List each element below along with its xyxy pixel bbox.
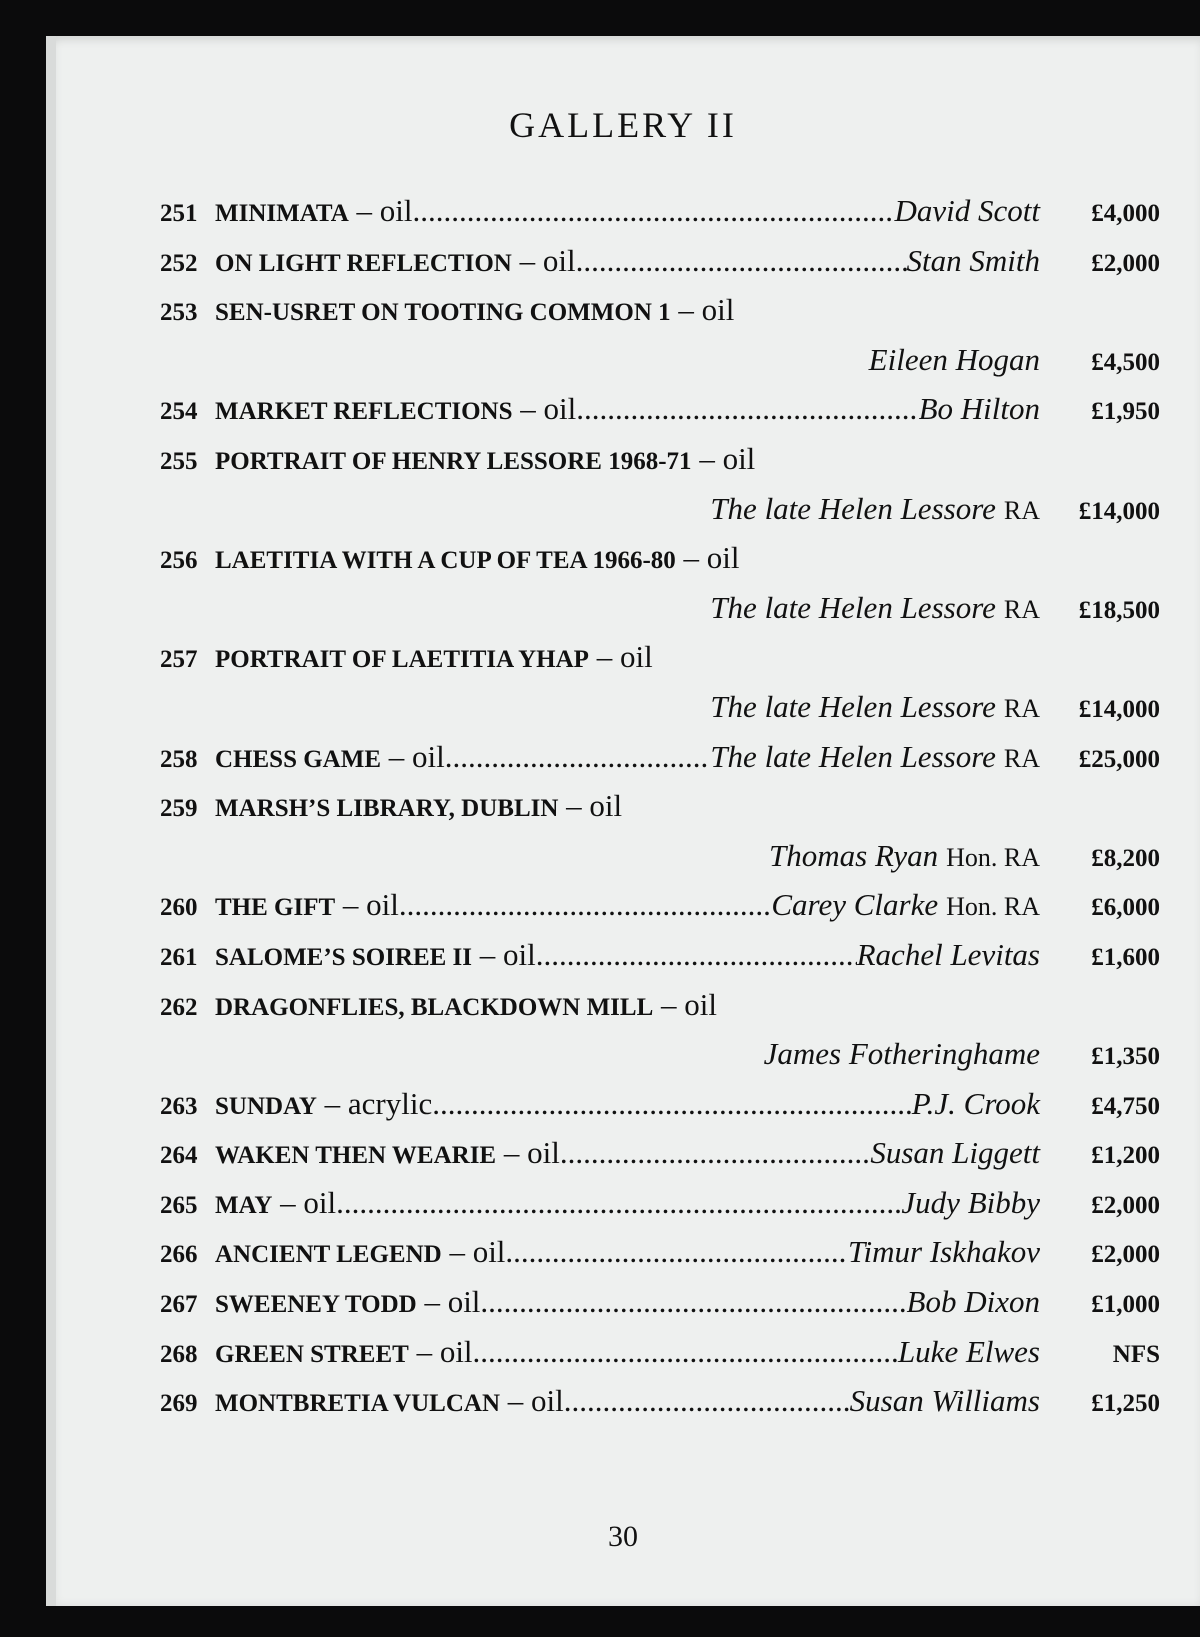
entry-medium: oil [619, 639, 653, 675]
entry-artist: Eileen Hogan [868, 341, 1040, 377]
entry-medium: oil [527, 1135, 560, 1171]
catalogue-entry [160, 1277, 1160, 1327]
entry-price: £1,000 [1091, 1291, 1160, 1319]
catalogue-entry-continuation [160, 484, 1160, 534]
page-edge [46, 36, 56, 1606]
catalogue-entry [160, 732, 1160, 782]
catalogue-entry [160, 632, 1160, 682]
entry-medium-prefix: – [512, 391, 544, 427]
entry-artist: Judy Bibby [901, 1184, 1040, 1220]
dot-leader [336, 1178, 901, 1228]
entry-artist: Susan Williams [849, 1383, 1040, 1419]
catalogue-entry [160, 1128, 1160, 1178]
entry-price: £2,000 [1091, 1241, 1160, 1269]
entry-artist: Susan Liggett [870, 1135, 1040, 1171]
entry-artist: Timur Iskhakov [847, 1234, 1040, 1270]
entry-artist: The late Helen Lessore [710, 738, 996, 774]
entry-title: SEN-USRET ON TOOTING COMMON 1 [215, 299, 671, 327]
entry-artist-honour: RA [1003, 594, 1040, 624]
catalogue-entry [160, 186, 1160, 236]
entry-number: 253 [160, 299, 198, 327]
catalogue-entry [160, 930, 1160, 980]
entry-price: £1,350 [1091, 1043, 1160, 1071]
entry-medium: oil [543, 391, 577, 427]
entry-medium: oil [503, 936, 536, 972]
catalogue-entry-continuation [160, 682, 1160, 732]
entry-medium-prefix: – [691, 440, 723, 476]
entry-number: 265 [160, 1191, 198, 1219]
entry-medium-prefix: – [653, 986, 685, 1022]
dot-leader [473, 1327, 898, 1377]
entry-number: 264 [160, 1142, 198, 1170]
entry-title: MARSH’S LIBRARY, DUBLIN [215, 795, 559, 823]
entry-title: SALOME’S SOIREE II [215, 943, 473, 971]
entry-artist: Rachel Levitas [856, 936, 1040, 972]
entry-medium-prefix: – [416, 1284, 448, 1320]
entry-price: £2,000 [1091, 1191, 1160, 1219]
catalogue-list [160, 186, 1160, 1426]
catalogue-entry [160, 781, 1160, 831]
catalogue-page [46, 36, 1200, 1606]
catalogue-entry [160, 1079, 1160, 1129]
dot-leader [564, 1376, 850, 1426]
entry-number: 260 [160, 894, 198, 922]
entry-medium: oil [447, 1284, 481, 1320]
entry-medium-prefix: – [408, 1333, 440, 1369]
entry-medium: oil [303, 1184, 337, 1220]
catalogue-entry [160, 1376, 1160, 1426]
entry-title: MAY [215, 1191, 273, 1219]
entry-title: ON LIGHT REFLECTION [215, 249, 512, 277]
entry-medium-prefix: – [472, 936, 504, 972]
entry-number: 259 [160, 795, 198, 823]
entry-medium: oil [684, 986, 717, 1022]
entry-price: £18,500 [1078, 596, 1160, 624]
entry-title: LAETITIA WITH A CUP OF TEA 1966-80 [215, 547, 676, 575]
entry-medium: oil [412, 738, 445, 774]
dot-leader [432, 1079, 911, 1129]
dot-leader [445, 732, 711, 782]
entry-medium: oil [531, 1383, 564, 1419]
entry-medium: acrylic [347, 1085, 433, 1121]
entry-price: £4,000 [1091, 200, 1160, 227]
entry-medium: oil [366, 887, 399, 923]
dot-leader [536, 930, 857, 980]
entry-price: NFS [1112, 1340, 1160, 1368]
entry-price: £25,000 [1078, 745, 1160, 773]
entry-artist: Stan Smith [906, 242, 1040, 278]
entry-number: 268 [160, 1340, 198, 1368]
entry-medium: oil [439, 1333, 473, 1369]
entry-medium-prefix: – [348, 193, 380, 228]
entry-medium-prefix: – [511, 242, 543, 278]
entry-number: 261 [160, 943, 198, 971]
page-heading: GALLERY II [509, 105, 737, 145]
entry-price: £4,750 [1091, 1092, 1160, 1120]
entry-number: 262 [160, 993, 198, 1021]
entry-medium: oil [701, 292, 735, 328]
entry-price: £1,600 [1091, 943, 1160, 971]
catalogue-entry-continuation [160, 831, 1160, 881]
entry-medium-prefix: – [558, 788, 590, 824]
catalogue-entry [160, 880, 1160, 930]
catalogue-entry [160, 434, 1160, 484]
entry-medium: oil [722, 440, 756, 476]
entry-number: 254 [160, 398, 198, 426]
entry-artist-honour: RA [1003, 743, 1040, 773]
entry-title: THE GIFT [215, 894, 336, 922]
entry-medium-prefix: – [335, 887, 367, 923]
entry-title: ANCIENT LEGEND [215, 1241, 442, 1269]
entry-number: 257 [160, 646, 198, 674]
entry-artist: Luke Elwes [897, 1333, 1040, 1369]
catalogue-entry [160, 1178, 1160, 1228]
entry-price: £14,000 [1078, 497, 1160, 525]
entry-medium-prefix: – [496, 1135, 528, 1171]
entry-medium-prefix: – [588, 639, 620, 675]
catalogue-entry [160, 384, 1160, 434]
entry-price: £1,950 [1091, 398, 1160, 426]
entry-price: £8,200 [1091, 844, 1160, 872]
entry-title: PORTRAIT OF HENRY LESSORE 1968-71 [215, 447, 692, 475]
dot-leader [560, 1128, 871, 1178]
entry-artist: The late Helen Lessore [710, 688, 996, 724]
entry-artist: The late Helen Lessore [710, 589, 996, 625]
catalogue-entry-continuation [160, 1029, 1160, 1079]
entry-price: £14,000 [1078, 695, 1160, 723]
entry-artist: David Scott [894, 193, 1040, 228]
dot-leader [505, 1227, 848, 1277]
entry-title: WAKEN THEN WEARIE [215, 1142, 497, 1170]
entry-artist: Bo Hilton [918, 391, 1040, 427]
dot-leader [576, 236, 907, 286]
dot-leader [576, 384, 918, 434]
entry-medium: oil [379, 193, 413, 228]
entry-title: SWEENEY TODD [215, 1291, 417, 1319]
catalogue-entry [160, 533, 1160, 583]
page-number: 30 [608, 1520, 638, 1553]
entry-medium: oil [706, 540, 740, 576]
dot-leader [413, 186, 895, 236]
entry-number: 269 [160, 1390, 198, 1418]
entry-artist-honour: RA [1003, 693, 1040, 723]
entry-title: SUNDAY [215, 1092, 317, 1120]
entry-title: PORTRAIT OF LAETITIA YHAP [215, 646, 589, 674]
catalogue-entry [160, 1327, 1160, 1377]
entry-price: £2,000 [1091, 249, 1160, 277]
entry-title: MONTBRETIA VULCAN [215, 1390, 500, 1418]
entry-medium: oil [472, 1234, 506, 1270]
entry-artist-honour: RA [1003, 495, 1040, 525]
catalogue-entry [160, 1227, 1160, 1277]
entry-title: MINIMATA [215, 200, 349, 227]
entry-medium-prefix: – [675, 540, 707, 576]
catalogue-entry [160, 236, 1160, 286]
entry-price: £1,200 [1091, 1142, 1160, 1170]
entry-artist: Thomas Ryan [769, 837, 939, 873]
entry-number: 258 [160, 745, 198, 773]
entry-medium: oil [589, 788, 623, 824]
entry-title: GREEN STREET [215, 1340, 409, 1368]
entry-title: CHESS GAME [215, 745, 382, 773]
catalogue-entry-continuation [160, 583, 1160, 633]
entry-medium-prefix: – [272, 1184, 304, 1220]
entry-artist-honour: Hon. RA [946, 892, 1040, 922]
entry-number: 252 [160, 249, 198, 277]
entry-number: 256 [160, 547, 198, 575]
entry-medium-prefix: – [441, 1234, 473, 1270]
entry-artist: P.J. Crook [911, 1085, 1040, 1121]
entry-price: £6,000 [1091, 894, 1160, 922]
entry-medium-prefix: – [670, 292, 702, 328]
entry-medium-prefix: – [381, 738, 413, 774]
entry-number: 255 [160, 447, 198, 475]
entry-medium: oil [542, 242, 576, 278]
entry-artist: Carey Clarke [771, 887, 939, 923]
entry-title: DRAGONFLIES, BLACKDOWN MILL [215, 993, 654, 1021]
entry-medium-prefix: – [316, 1085, 348, 1121]
entry-artist: The late Helen Lessore [710, 490, 996, 526]
catalogue-entry-continuation [160, 335, 1160, 385]
entry-number: 267 [160, 1291, 198, 1319]
entry-price: £1,250 [1091, 1390, 1160, 1418]
entry-medium-prefix: – [500, 1383, 531, 1419]
entry-price: £4,500 [1091, 348, 1160, 376]
dot-leader [480, 1277, 906, 1327]
entry-artist-honour: Hon. RA [946, 842, 1040, 872]
entry-artist: James Fotheringhame [763, 1036, 1040, 1072]
dot-leader [399, 880, 771, 930]
entry-number: 251 [160, 200, 198, 227]
entry-artist: Bob Dixon [906, 1284, 1040, 1320]
entry-title: MARKET REFLECTIONS [215, 398, 513, 426]
catalogue-entry [160, 980, 1160, 1030]
entry-number: 266 [160, 1241, 198, 1269]
catalogue-entry [160, 285, 1160, 335]
entry-number: 263 [160, 1092, 198, 1120]
